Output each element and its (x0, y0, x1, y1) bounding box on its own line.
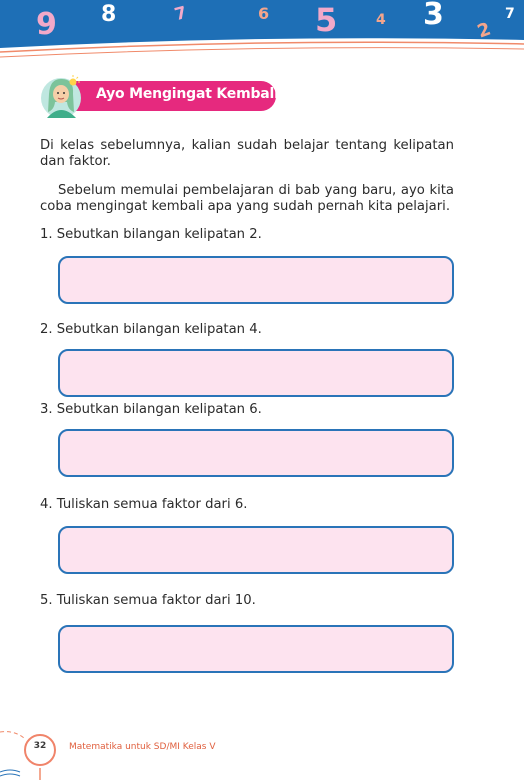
answer-box[interactable] (58, 625, 454, 673)
header-digit: 5 (315, 1, 338, 39)
answer-box[interactable] (58, 349, 454, 397)
header-band (0, 0, 524, 60)
header-digit: 3 (423, 0, 444, 32)
answer-box[interactable] (58, 526, 454, 574)
page-number: 32 (33, 741, 47, 751)
header-digit: 6 (258, 4, 270, 23)
question-label: 3. Sebutkan bilangan kelipatan 6. (40, 402, 262, 417)
section-header (40, 72, 280, 122)
answer-box[interactable] (58, 256, 454, 304)
header-digit: 7 (505, 6, 515, 22)
book-title: Matematika untuk SD/MI Kelas V (69, 742, 216, 752)
intro-paragraph: Di kelas sebelumnya, kalian sudah belajar tentang kelipatan dan faktor. (40, 138, 454, 169)
answer-box[interactable] (58, 429, 454, 477)
header-digit: 9 (36, 7, 57, 42)
header-digit: 7 (172, 2, 190, 26)
header-digit: 2 (474, 18, 494, 43)
question-label: 4. Tuliskan semua faktor dari 6. (40, 497, 248, 512)
question-label: 5. Tuliskan semua faktor dari 10. (40, 593, 256, 608)
header-digit: 4 (376, 12, 386, 28)
header-digit: 8 (101, 2, 117, 27)
question-label: 2. Sebutkan bilangan kelipatan 4. (40, 322, 262, 337)
student-thinking-icon (40, 72, 84, 122)
intro-paragraph: Sebelum memulai pembelajaran di bab yang baru, ayo kita coba mengingat kembali apa yang sudah pernah kita pelajari. (40, 183, 454, 214)
section-title: Ayo Mengingat Kembali (96, 86, 279, 102)
question-label: 1. Sebutkan bilangan kelipatan 2. (40, 227, 262, 242)
